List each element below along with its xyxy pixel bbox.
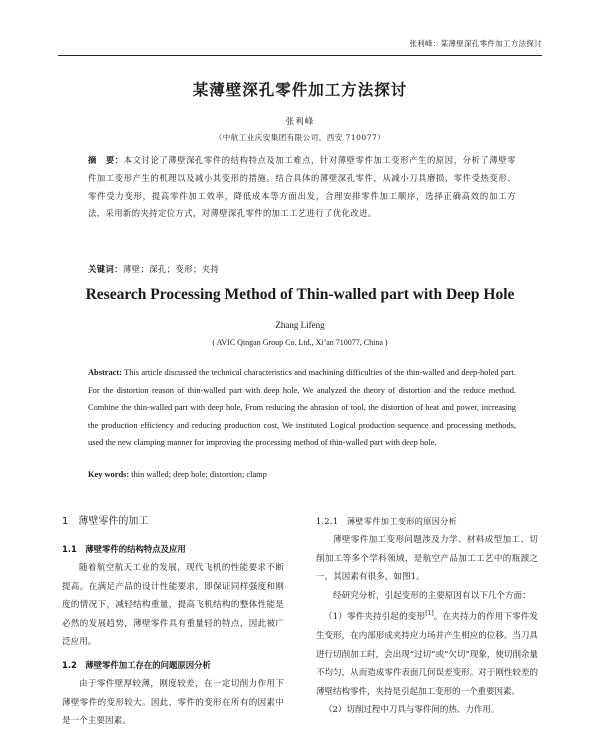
english-abstract-text: This article discussed the technical characteristics and machining difficulties of the thin-walled and deep-holed part. For the distortion reason of thin-walled part with deep hole, We analyzed the theory of distortion and the reduce method. Combine the thin-walled part with deep hole, From reducing the abrasion of tool, the distortion of heat and power, increasing the production efficiency and reducing production cost, We instituted Logical production sequence and processing methods, used the new clamping manner for improving the processing method of thin-walled part with deep hole. [88,368,516,448]
chinese-author: 张利峰 [285,117,315,127]
english-abstract-label: Abstract: [88,368,122,377]
section-1-2-paragraph: 由于零件壁厚较薄，刚度较差，在一定切削力作用下薄壁零件的变形较大。因此，零件的变形在所有的因素中是一个主要因素。 [62,678,284,727]
citation-ref[interactable]: [1] [425,610,434,618]
english-keywords-text: thin walled; deep hole; distortion; clamp [131,470,267,479]
cause-item-1 [316,608,538,701]
section-1-1-heading: 1.1 薄壁零件的结构特点及应用 [62,544,186,554]
english-keywords-label: Key words: [88,470,130,479]
english-abstract [88,364,516,452]
chinese-abstract-label: 摘 要： [88,155,124,165]
english-title: Research Processing Method of Thin-walled part with Deep Hole [85,286,515,303]
header-rule [58,55,542,56]
section-1-1-paragraph: 随着航空航天工业的发展，现代飞机的性能要求不断提高。在满足产品的设计性能要求，即保证同样强度和刚度的情况下，减轻结构重量，提高飞机结构的整体性能是必然的发展趋势，薄壁零件具有重量轻的特点，因此被广泛应用。 [62,563,284,648]
analysis-paragraph: 经研究分析，引起变形的主要原因有以下几个方面： [333,590,531,601]
chinese-keywords [88,263,516,275]
section-1-2-heading: 1.2 薄壁零件加工存在的问题原因分析 [62,659,211,670]
chinese-affiliation: （中航工业庆安集团有限公司，西安 710077） [214,133,386,142]
chinese-keywords-label: 关键词： [88,264,123,274]
body-left-column [62,511,284,731]
chinese-keywords-text: 薄壁；深孔；变形；夹持 [123,264,220,274]
english-keywords [88,470,516,479]
cause-item-1-rest: 。在夹持力的作用下零件发生变形，在内部形成夹持应力场并产生相应的位移。当刀具进行切削加工时，会出现“过切”或“欠切”现象，使切削余量不均匀，从而造成零件表面几何误差变形。对于刚性较差的薄壁结构零件，夹持是引起加工变形的一个重要因素。 [316,612,538,697]
chinese-abstract [88,152,516,223]
english-affiliation: ( AVIC Qingan Group Co. Ltd., Xi’an 710077, China ) [212,338,388,347]
section-1-heading: 1 薄壁零件的加工 [62,516,149,527]
body-right-column [316,511,538,720]
section-1-2-1-heading: 1.2.1 薄壁零件加工变形的原因分析 [316,516,458,526]
section-1-2-1-paragraph: 薄壁零件加工变形问题涉及力学、材料成型加工、切削加工等多个学科领域，是航空产品加工工艺中的瓶颈之一，其因素有很多，如图1。 [316,535,538,583]
chinese-abstract-text: 本文讨论了薄壁深孔零件的结构特点及加工难点，针对薄壁零件加工变形产生的原因，分析了薄壁零件加工变形产生的机理以及减小其变形的措施。结合具体的薄壁深孔零件，从减小刀具磨损、零件受热变形、零件受力变形，提高零件加工效率，降低成本等方面出发，合理安排零件加工顺序，选择正确高效的加工方法，采用新的夹持定位方式，对薄壁深孔零件的加工工艺进行了优化改进。 [88,155,516,219]
cause-item-2: （2）切削过程中刀具与零件间的热、力作用。 [324,705,500,716]
cause-item-1-text: （1）零件夹持引起的变形 [324,612,426,623]
chinese-title: 某薄壁深孔零件加工方法探讨 [192,81,408,99]
running-head: 张利峰：某薄壁深孔零件加工方法探讨 [409,39,542,48]
english-author: Zhang Lifeng [275,320,325,330]
